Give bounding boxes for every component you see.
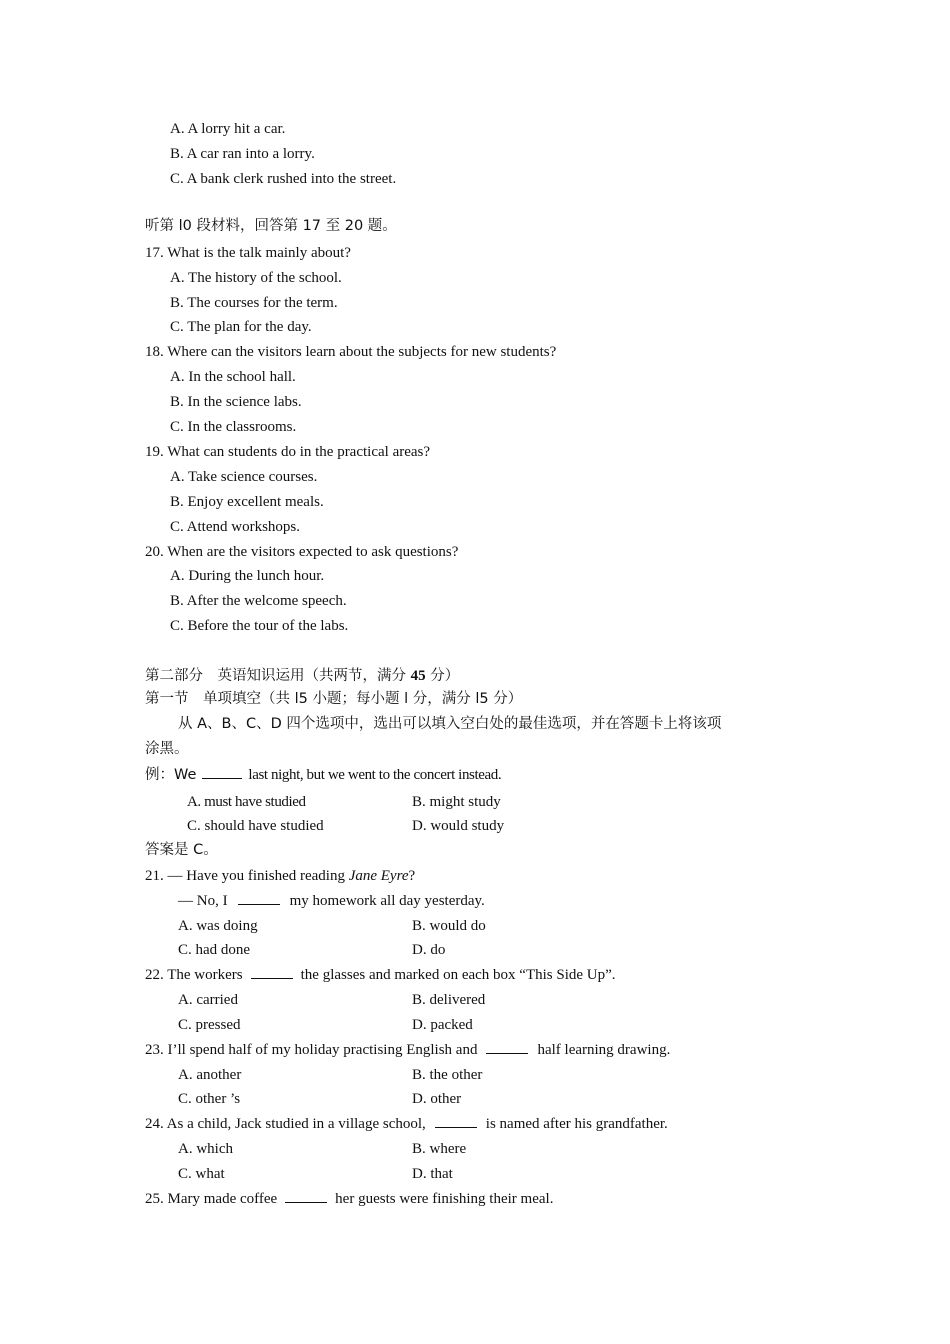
q23-pre: 23. I’ll spend half of my holiday practising English and xyxy=(145,1042,478,1058)
q19-option-c: C. Attend workshops. xyxy=(170,519,301,535)
q23-option-d: D. other xyxy=(412,1091,462,1107)
q24-option-b: B. where xyxy=(412,1141,467,1157)
instruction-line-2: 涂黑。 xyxy=(145,741,189,757)
q16-option-b: B. A car ran into a lorry. xyxy=(170,146,315,162)
q17-option-c: C. The plan for the day. xyxy=(170,319,312,335)
q19-option-b: B. Enjoy excellent meals. xyxy=(170,494,324,510)
q22-blank xyxy=(251,965,293,979)
part2-end: 分） xyxy=(425,668,460,684)
section1-heading: 第一节 单项填空（共 l5 小题；每小题 l 分，满分 l5 分） xyxy=(145,691,523,707)
q23-option-c: C. other ’s xyxy=(178,1091,241,1107)
q25-pre: 25. Mary made coffee xyxy=(145,1191,278,1207)
q23-option-b: B. the other xyxy=(412,1067,483,1083)
q21-option-b: B. would do xyxy=(412,918,486,934)
q23-blank xyxy=(486,1040,528,1054)
q21-line1-pre: 21. — Have you finished reading xyxy=(145,868,349,884)
q21-line-1 xyxy=(145,866,415,886)
section10-intro: 听第 l0 段材料，回答第 17 至 20 题。 xyxy=(145,218,397,234)
q22-option-b: B. delivered xyxy=(412,992,486,1008)
q21-line2-post: my homework all day yesterday. xyxy=(289,893,485,909)
example-option-c: C. should have studied xyxy=(187,818,324,834)
example-suffix: last night, but we went to the concert instead. xyxy=(248,767,502,783)
q19-stem: 19. What can students do in the practical areas? xyxy=(145,444,431,460)
example-option-d: D. would study xyxy=(412,818,505,834)
q18-option-c: C. In the classrooms. xyxy=(170,419,297,435)
q21-option-c: C. had done xyxy=(178,942,251,958)
q22-stem xyxy=(145,965,616,985)
q21-line1-post: ? xyxy=(408,868,416,884)
instruction-line-1: 从 A、B、C、D 四个选项中，选出可以填入空白处的最佳选项，并在答题卡上将该项 xyxy=(178,716,722,732)
q23-stem xyxy=(145,1040,670,1060)
q18-option-b: B. In the science labs. xyxy=(170,394,302,410)
part2-label: 第二部分 英语知识运用（共两节，满分 xyxy=(145,668,411,684)
q20-stem: 20. When are the visitors expected to ask questions? xyxy=(145,544,459,560)
q24-option-d: D. that xyxy=(412,1166,453,1182)
q17-option-a: A. The history of the school. xyxy=(170,270,342,286)
part2-heading xyxy=(145,666,459,686)
q16-option-c: C. A bank clerk rushed into the street. xyxy=(170,171,397,187)
q21-line-2 xyxy=(178,891,485,911)
q20-option-b: B. After the welcome speech. xyxy=(170,593,347,609)
q22-option-d: D. packed xyxy=(412,1017,473,1033)
q21-book-title: Jane Eyre xyxy=(348,868,409,884)
example-blank xyxy=(202,765,242,779)
q25-post: her guests were finishing their meal. xyxy=(335,1191,554,1207)
q23-option-a: A. another xyxy=(178,1067,242,1083)
q20-option-c: C. Before the tour of the labs. xyxy=(170,618,349,634)
q21-blank xyxy=(238,891,280,905)
q24-option-a: A. which xyxy=(178,1141,233,1157)
q16-option-a: A. A lorry hit a car. xyxy=(170,121,286,137)
q17-option-b: B. The courses for the term. xyxy=(170,295,338,311)
q24-pre: 24. As a child, Jack studied in a village school, xyxy=(145,1116,426,1132)
example-option-a: A. must have studied xyxy=(187,794,306,810)
q22-post: the glasses and marked on each box “This Side Up”. xyxy=(300,967,616,983)
q19-option-a: A. Take science courses. xyxy=(170,469,318,485)
q20-option-a: A. During the lunch hour. xyxy=(170,568,325,584)
example-prefix: 例：We xyxy=(145,767,197,783)
q21-option-a: A. was doing xyxy=(178,918,258,934)
q25-stem xyxy=(145,1189,553,1209)
q18-stem: 18. Where can the visitors learn about the subjects for new students? xyxy=(145,344,557,360)
example-option-b: B. might study xyxy=(412,794,501,810)
q24-stem xyxy=(145,1114,668,1134)
q22-option-a: A. carried xyxy=(178,992,238,1008)
q25-blank xyxy=(285,1189,327,1203)
q23-post: half learning drawing. xyxy=(537,1042,671,1058)
example-stem xyxy=(145,765,501,785)
q21-option-d: D. do xyxy=(412,942,446,958)
q24-post: is named after his grandfather. xyxy=(485,1116,668,1132)
example-answer: 答案是 C。 xyxy=(145,842,218,858)
part2-score: 45 xyxy=(410,668,426,684)
q24-blank xyxy=(435,1114,477,1128)
q24-option-c: C. what xyxy=(178,1166,225,1182)
q21-line2-pre: — No, I xyxy=(178,893,228,909)
q18-option-a: A. In the school hall. xyxy=(170,369,296,385)
q22-pre: 22. The workers xyxy=(145,967,243,983)
q22-option-c: C. pressed xyxy=(178,1017,241,1033)
q17-stem: 17. What is the talk mainly about? xyxy=(145,245,351,261)
